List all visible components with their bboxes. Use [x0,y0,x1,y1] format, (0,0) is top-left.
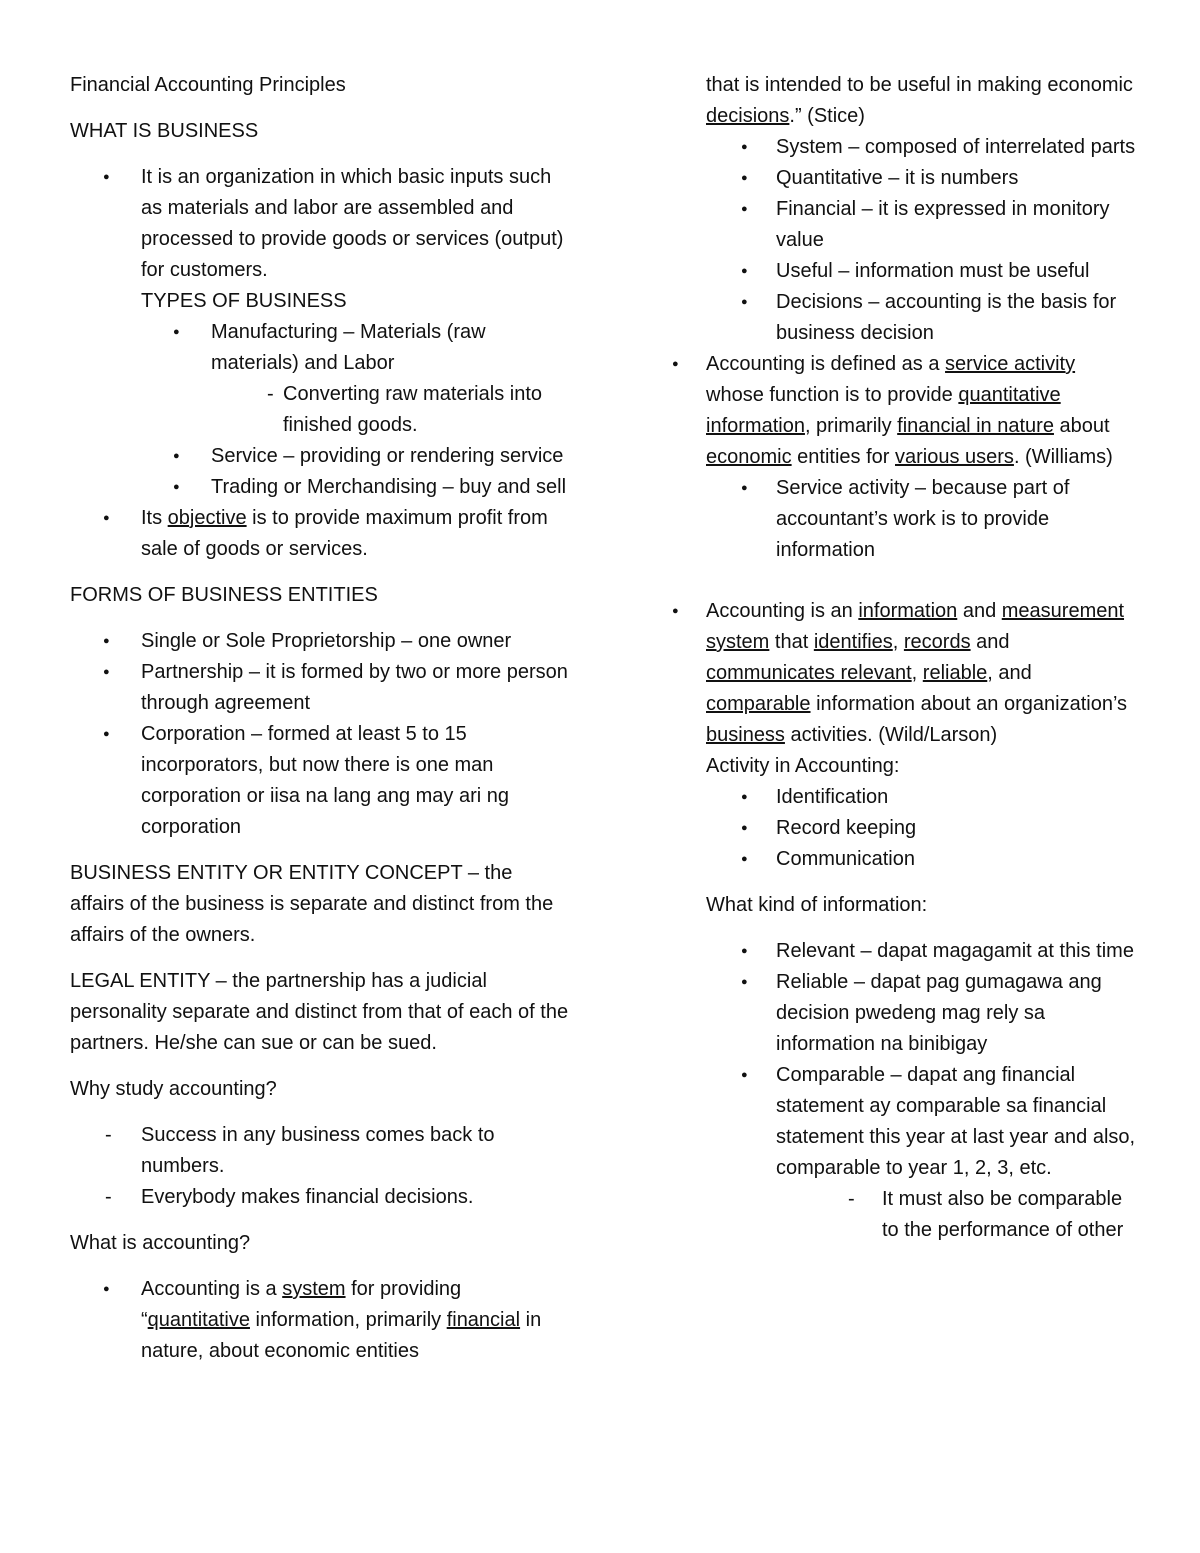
list-item: ● Reliable – dapat pag gumagawa ang decision pwedeng mag rely sa information na binibigay [706,967,1136,1060]
text-run: Accounting is defined as a [706,353,946,375]
list-item: ● Identification [706,782,1136,813]
kind-of-information-heading: What kind of information: [706,894,928,916]
list-item: ● Corporation – formed at least 5 to 15 incorporators, but now there is one man corporation or iisa na lang ang may ari ng corporation [70,719,570,843]
underlined-term: system [282,1278,346,1300]
entity-concept-paragraph: BUSINESS ENTITY OR ENTITY CONCEPT – the affairs of the business is separate and distinct from the affairs of the owners. [70,862,554,946]
types-of-business-heading: TYPES OF BUSINESS [141,290,347,312]
legal-entity-paragraph: LEGAL ENTITY – the partnership has a judicial personality separate and distinct from that of each of the partners. He/she can sue or can be sued. [70,970,569,1054]
business-types-list-cont [70,441,570,503]
text-run: information about an organization’s [810,693,1128,715]
list-item [706,596,1136,751]
what-is-business-heading: WHAT IS BUSINESS [70,120,259,142]
list-item: ● Record keeping [706,813,1136,844]
underlined-term: financial in nature [897,415,1054,437]
text-run: about [1053,415,1110,437]
underlined-term: quantitative information [706,384,1061,437]
list-item: ● Service – providing or rendering service [70,441,570,472]
text-run: , [892,631,904,653]
text-run: that [769,631,814,653]
kind-list [706,936,1136,1184]
text-run: Accounting is an [706,600,859,622]
text-run: activities. (Wild/Larson) [784,724,998,746]
list-item: ● Quantitative – it is numbers [706,163,1136,194]
activity-list [706,782,1136,875]
underlined-term: financial [446,1309,521,1331]
list-item: - Everybody makes financial decisions. [70,1182,570,1213]
business-types-list [70,317,570,379]
underlined-term: decisions [706,105,790,127]
stice-list [706,132,1136,349]
underlined-term: business [706,724,785,746]
text-run: .” (Stice) [789,105,865,127]
text-run: , primarily [804,415,898,437]
business-definition: It is an organization in which basic inputs such as materials and labor are assembled and processed to provide goods or services (output) for customers. [141,166,564,281]
text-run: and [957,600,1002,622]
list-item [706,349,1136,473]
underlined-term: measurement system [706,600,1125,653]
text-run: information, primarily [249,1309,447,1331]
objective-list [70,503,570,565]
text-run: that is intended to be useful in making economic [706,74,1133,96]
underlined-term: economic [706,446,792,468]
text-run: , [911,662,923,684]
list-item [70,503,570,565]
list-item: ● Comparable – dapat ang financial statement ay comparable sa financial statement this year at last year and also, comparable to year 1, 2, 3, etc. [706,1060,1136,1184]
text-run: Accounting is a [141,1278,283,1300]
text-run: whose function is to provide [706,384,959,406]
underlined-term: comparable [706,693,811,715]
list-item: ● Service activity – because part of accountant’s work is to provide information [706,473,1136,566]
comparable-sub-item: - It must also be comparable to the performance of other [706,1184,1136,1246]
list-item: ● Communication [706,844,1136,875]
list-item: ● System – composed of interrelated parts [706,132,1136,163]
text-run: in nature, about economic entities [141,1309,542,1362]
underlined-term: reliable [922,662,988,684]
text-run: , and [987,662,1032,684]
underlined-term: quantitative [147,1309,250,1331]
williams-sub-list [706,473,1136,566]
list-item: ● Relevant – dapat magagamit at this time [706,936,1136,967]
text-run: is to provide maximum profit from sale of goods or services. [141,507,548,560]
list-item [70,162,570,286]
manufacturing-sub-item: - Converting raw materials into finished goods. [70,379,570,441]
underlined-term: service activity [945,353,1076,375]
right-column [706,70,1136,1246]
forms-list [70,626,570,843]
list-item: ● Manufacturing – Materials (raw materials) and Labor [70,317,570,379]
why-study-heading: Why study accounting? [70,1078,277,1100]
text-run: entities for [791,446,895,468]
forms-heading: FORMS OF BUSINESS ENTITIES [70,584,378,606]
definition-list [70,1274,570,1367]
list-item: ● Single or Sole Proprietorship – one owner [70,626,570,657]
text-run: and [970,631,1010,653]
list-item: ● Useful – information must be useful [706,256,1136,287]
what-is-accounting-heading: What is accounting? [70,1232,251,1254]
left-column [70,70,570,1367]
activity-heading: Activity in Accounting: [706,755,900,777]
text-run: Its [141,507,168,529]
underlined-term: objective [167,507,247,529]
williams-list [706,349,1136,473]
list-item: - Success in any business comes back to numbers. [70,1120,570,1182]
text-run: . (Williams) [1013,446,1113,468]
text-run: for providing “ [141,1278,462,1331]
underlined-term: communicates relevant [706,662,912,684]
list-item: ● Trading or Merchandising – buy and sell [70,472,570,503]
underlined-term: identifies [813,631,893,653]
document-title: Financial Accounting Principles [70,74,346,96]
underlined-term: information [858,600,958,622]
list-item: ● Decisions – accounting is the basis for business decision [706,287,1136,349]
business-list [70,162,570,286]
wild-list [706,596,1136,751]
list-item [70,1274,570,1367]
stice-continuation [706,70,1136,132]
list-item: ● Financial – it is expressed in monitory value [706,194,1136,256]
underlined-term: records [903,631,971,653]
why-study-list [70,1120,570,1213]
list-item: ● Partnership – it is formed by two or more person through agreement [70,657,570,719]
underlined-term: various users [895,446,1014,468]
